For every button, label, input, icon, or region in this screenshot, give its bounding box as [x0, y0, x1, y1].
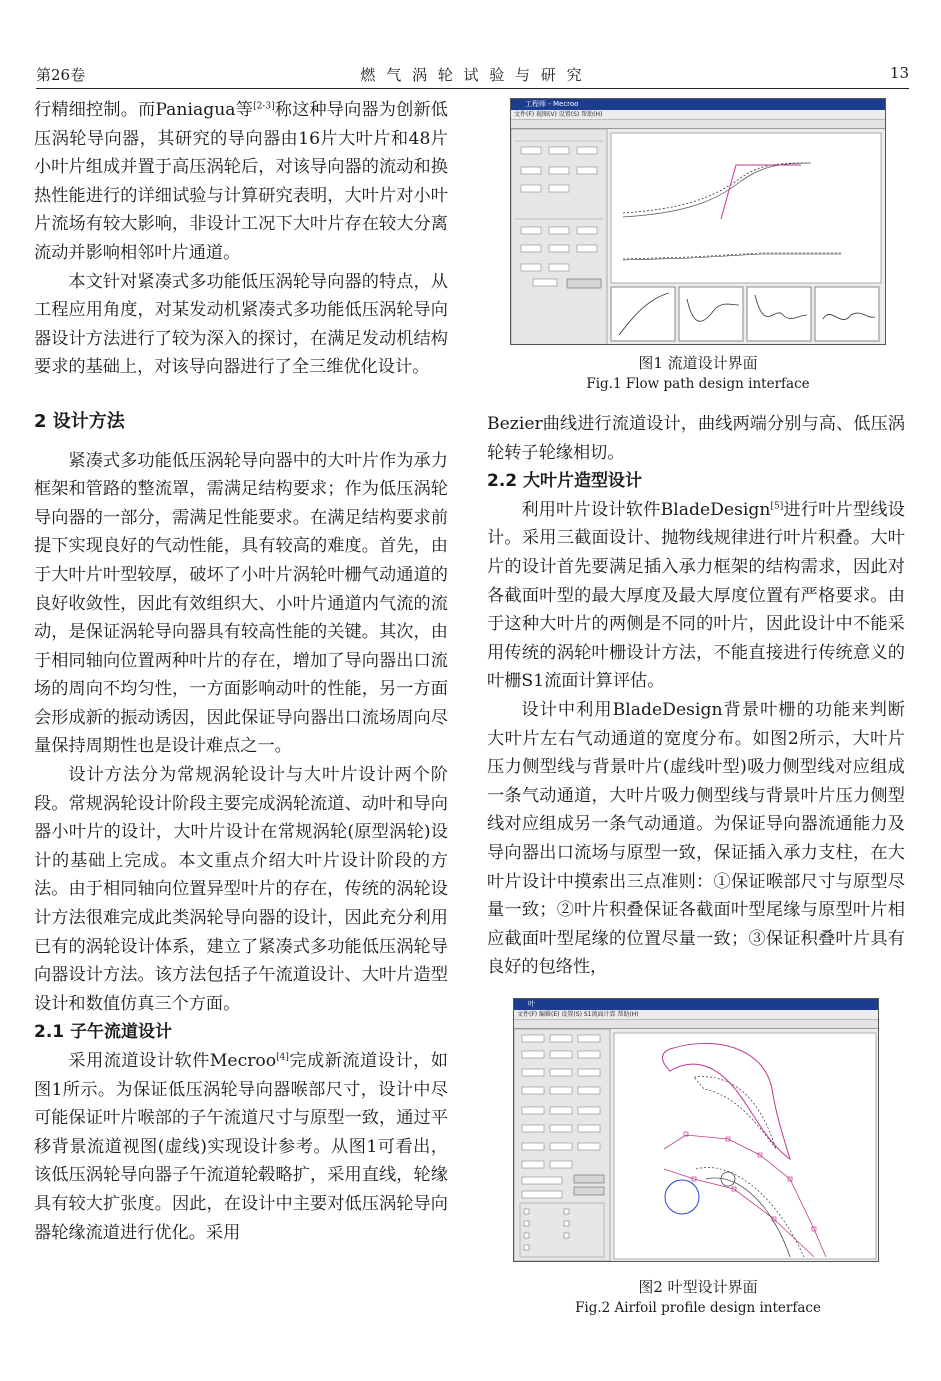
section-2-2-heading: 2.2 大叶片造型设计 [487, 471, 643, 492]
paragraph-1: 行精细控制。而Paniagua等[2-3]称这种导向器为创新低压涡轮导向器，其研究的导向器由16片大叶片和48片小叶片组成并置于高压涡轮后，对该导向器的流动和换热性能进行的详细试验与计算研究表明，大叶片对小叶片流场有较大影响，非设计工况下大叶片存在较大分离流动并影响相邻叶片通道。 [34, 100, 448, 263]
section-2-heading: 2 设计方法 [34, 410, 125, 432]
section-2-1-heading: 2.1 子午流道设计 [34, 1022, 173, 1043]
window-titlebar: 工程师 - Mecroo [511, 99, 885, 110]
paragraph-6: Bezier曲线进行流道设计，曲线两端分别与高、低压涡轮转子轮缘相切。 [487, 414, 905, 463]
airfoil-design-screenshot [513, 998, 879, 1262]
paragraph-3: 紧凑式多功能低压涡轮导向器中的大叶片作为承力框架和管路的整流罩，需满足结构要求；作为低压涡轮导向器的一部分，需满足性能要求。在满足结构要求前提下实现良好的气动性能，具有较高的难度。首先，由于大叶片叶型较厚，破坏了小叶片涡轮叶栅气动通道的良好收敛性，因此有效组织大、小叶片通道内气流的流动，是保证涡轮导向器具有较高性能的关键。其次，由于相同轴向位置两种叶片的存在，增加了导向器出口流场的周向不均匀性，一方面影响动叶的性能，另一方面会形成新的振动诱因，因此保证导向器出口流场周向尽量保持周期性也是设计难点之一。 [34, 450, 448, 757]
flow-path-panels [511, 129, 885, 345]
window-titlebar: 叶 [514, 999, 878, 1010]
paragraph-4: 设计方法分为常规涡轮设计与大叶片设计两个阶段。常规涡轮设计阶段主要完成涡轮流道、动叶和导向器小叶片的设计，大叶片设计在常规涡轮(原型涡轮)设计的基础上完成。本文重点介绍大叶片设计阶段的方法。由于相同轴向位置异型叶片的存在，传统的涡轮设计方法很难完成此类涡轮导向器的设计，因此充分利用已有的涡轮设计体系，建立了紧凑式多功能低压涡轮导向器设计方法。该方法包括子午流道设计、大叶片造型设计和数值仿真三个方面。 [34, 765, 448, 1014]
citation: [5] [770, 501, 784, 512]
paragraph-2: 本文针对紧凑式多功能低压涡轮导向器的特点，从工程应用角度，对某发动机紧凑式多功能低压涡轮导向器设计方法进行了较为深入的探讨，在满足发动机结构要求的基础上，对该导向器进行了全三维优化设计。 [34, 271, 448, 378]
right-column-top: Bezier曲线进行流道设计，曲线两端分别与高、低压涡轮转子轮缘相切。 2.2 大叶片造型设计 利用叶片设计软件BladeDesign[5]进行叶片型线设计。采用三截面设计、抛物线规律进行叶片积叠。大叶片的设计首先要满足插入承力框架的结构需求，因此对各截面叶型的最大厚度及最大厚度位置有严格要求。由于这种大叶片的两侧是不同的叶片，因此设计中不能采用传统的涡轮叶栅设计方法，不能直接进行传统意义的叶栅S1流面计算评估。 设计中利用BladeDesign背景叶栅的功能来判断大叶片左右气动通道的宽度分布。如图2所示，大叶片压力侧型线与背景叶片(虚线叶型)吸力侧型线对应组成一条气动通道，大叶片吸力侧型线与背景叶片压力侧型线对应组成另一条气动通道。为保证导向器流通能力及导向器出口流场与原型一致，保证插入承力支柱，在大叶片设计中摸索出三点准则：①保证喉部尺寸与原型尽量一致；②叶片积叠保证各截面叶型尾缘与原型叶片相应截面叶型尾缘的位置尽量一致；③保证积叠叶片具有良好的包络性， [487, 410, 905, 982]
journal-title: 燃 气 涡 轮 试 验 与 研 究 [360, 66, 585, 84]
figure-1-caption-cn: 图1 流道设计界面 [638, 354, 758, 372]
figure-2-caption-cn: 图2 叶型设计界面 [638, 1278, 758, 1296]
figure-2-caption-en: Fig.2 Airfoil profile design interface [575, 1300, 821, 1316]
volume-label: 第26卷 [36, 66, 86, 84]
running-header [36, 60, 909, 89]
paragraph-8: 设计中利用BladeDesign背景叶栅的功能来判断大叶片左右气动通道的宽度分布。如图2所示，大叶片压力侧型线与背景叶片(虚线叶型)吸力侧型线对应组成一条气动通道，大叶片吸力侧型线与背景叶片压力侧型线对应组成另一条气动通道。为保证导向器流通能力及导向器出口流场与原型一致，保证插入承力支柱，在大叶片设计中摸索出三点准则：①保证喉部尺寸与原型尽量一致；②叶片积叠保证各截面叶型尾缘与原型叶片相应截面叶型尾缘的位置尽量一致；③保证积叠叶片具有良好的包络性， [487, 699, 905, 978]
page-number: 13 [889, 64, 909, 82]
figure-1 [510, 98, 886, 398]
figure-2 [510, 998, 886, 1328]
citation: [4] [276, 1052, 289, 1063]
citation: [2-3] [253, 101, 275, 112]
paragraph-5: 采用流道设计软件Mecroo[4]完成新流道设计，如图1所示。为保证低压涡轮导向器喉部尺寸，设计中尽可能保证叶片喉部的子午流道尺寸与原型一致，通过平移背景流道视图(虚线)实现设计参考。从图1可看出，该低压涡轮导向器子午流道轮毂略扩，采用直线，轮缘具有较大扩张度。因此，在设计中主要对低压涡轮导向器轮缘流道进行优化。采用 [34, 1051, 448, 1243]
window-toolbar [511, 120, 885, 129]
airfoil-panels [514, 1029, 878, 1261]
figure-1-caption-en: Fig.1 Flow path design interface [586, 376, 810, 392]
window-menubar: 文件(F) 视图(V) 设置(S) 帮助(H) [511, 110, 885, 120]
left-column [34, 96, 448, 1247]
flow-path-screenshot [510, 98, 886, 345]
window-menubar: 文件(F) 编辑(E) 设置(S) S1流面计算 帮助(H) [514, 1010, 878, 1020]
window-toolbar [514, 1020, 878, 1029]
